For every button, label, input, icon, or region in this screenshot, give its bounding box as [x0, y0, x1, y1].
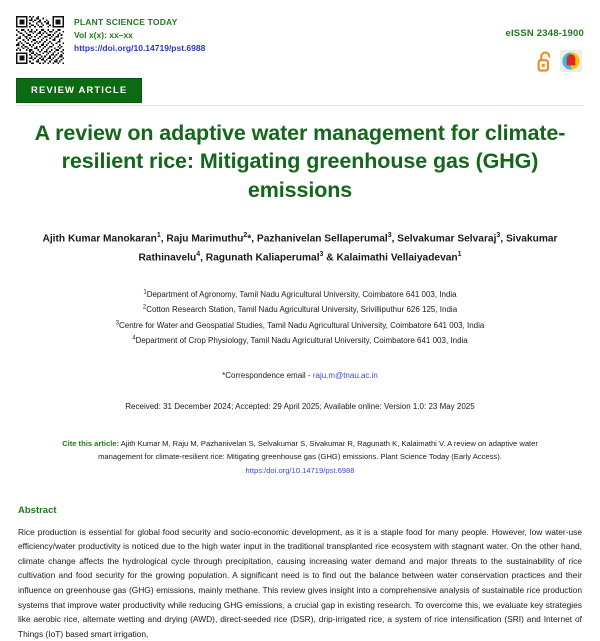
journal-doi-link[interactable]: https://doi.org/10.14719/pst.6988	[74, 43, 206, 54]
citation-doi-link[interactable]: https:/doi.org/10.14719/pst.6988	[245, 465, 355, 475]
citation-block	[44, 437, 556, 477]
citation-label: Cite this article:	[62, 439, 120, 449]
masthead-left	[16, 14, 205, 64]
affiliation-text: Centre for Water and Geospatial Studies, Tamil Nadu Agricultural University, Coimbatore 641 003, India	[118, 320, 485, 330]
eissn-label: eISSN 2348-1900	[505, 28, 584, 39]
affiliation-item	[16, 287, 584, 303]
open-access-lock-icon[interactable]	[537, 50, 554, 72]
affiliation-list	[16, 287, 584, 349]
qr-code-icon	[16, 16, 64, 64]
affiliation-marker: 2	[142, 304, 147, 311]
publication-dates: Received: 31 December 2024; Accepted: 29 April 2025; Available online: Version 1.0: 23 May 2025	[125, 402, 475, 412]
affiliation-marker: 3	[115, 320, 119, 327]
masthead-right	[505, 14, 584, 72]
page-title: A review on adaptive water management for climate-resilient rice: Mitigating greenhouse gas (GHG) emissions	[34, 121, 566, 202]
correspondence-label: *Correspondence email -	[222, 371, 311, 381]
article-type-row	[16, 78, 584, 103]
affiliation-marker: 4	[132, 335, 136, 342]
masthead	[16, 0, 584, 72]
abstract-heading: Abstract	[18, 504, 57, 516]
affiliation-marker: 1	[143, 289, 147, 295]
journal-name: PLANT SCIENCE TODAY	[74, 17, 178, 27]
abstract-text: Rice production is essential for global food security and socio-economic development, as it is a staple food for many people. However, low water-use efficiency/water productivity is noticed due to the high water input in the traditional transplanted rice ecosystem with stagnant water. On the other hand, climate change affects the hydrological cycle through precipitation, causing increasing water demand and major threats to the sustainability of rice cultivation and food security for the growing population. A significant need is to find out the balance between water conservation practices and their influence on greenhouse gas (GHG) emissions, mainly methane. This review gives insight into a comprehensive analysis of sustainable rice production systems that improve water productivity while reducing GHG emissions, a crucial gap in existing research. To overcome this, we evaluate key strategies like aerobic rice, alternate wetting and drying (AWD), direct-seeded rice (DSR), drip-irrigated rice, a system of rice intensification (SRI) and Internet of Things (IoT) based smart irrigation,	[18, 526, 582, 639]
journal-info	[74, 14, 205, 56]
header-divider	[16, 105, 584, 106]
author-list: Ajith Kumar Manokaran$^1$, Raju Marimuthu$^2$*, Pazhanivelan Sellaperumal$^3$, Selvakumar Selvaraj$^3$, Sivakumar Rathinavelu$^4$, Ragunath Kaliaperumal$^3$ & Kalaimathi Vellaiyadevan$^1$	[42, 232, 558, 264]
citation-text: Ajith Kumar M, Raju M, Pazhanivelan S, Selvakumar S, Sivakumar R, Ragunath K, Kalaimathi V. A review on adaptive water management for climate-resilient rice: Mitigating greenhouse gas (GHG) emissions. Plant Science Today (Early Access).	[98, 439, 538, 462]
review-article-badge: REVIEW ARTICLE	[16, 78, 142, 103]
crossmark-badge-icon[interactable]	[560, 50, 582, 72]
affiliation-text: Department of Crop Physiology, Tamil Nadu Agricultural University, Coimbatore 641 003, India	[135, 336, 468, 346]
journal-volume: Vol x(x): xx–xx	[74, 29, 133, 40]
correspondence-line	[16, 371, 584, 380]
affiliation-item	[16, 318, 584, 334]
affiliation-item	[16, 333, 584, 349]
affiliation-item	[16, 302, 584, 318]
correspondence-email-link[interactable]: raju.m@tnau.ac.in	[312, 371, 378, 381]
affiliation-text: Cotton Research Station, Tamil Nadu Agricultural University, Srivilliputhur 626 125, India	[146, 305, 458, 315]
affiliation-text: Department of Agronomy, Tamil Nadu Agricultural University, Coimbatore 641 003, India	[146, 289, 457, 299]
badge-row	[505, 50, 584, 72]
